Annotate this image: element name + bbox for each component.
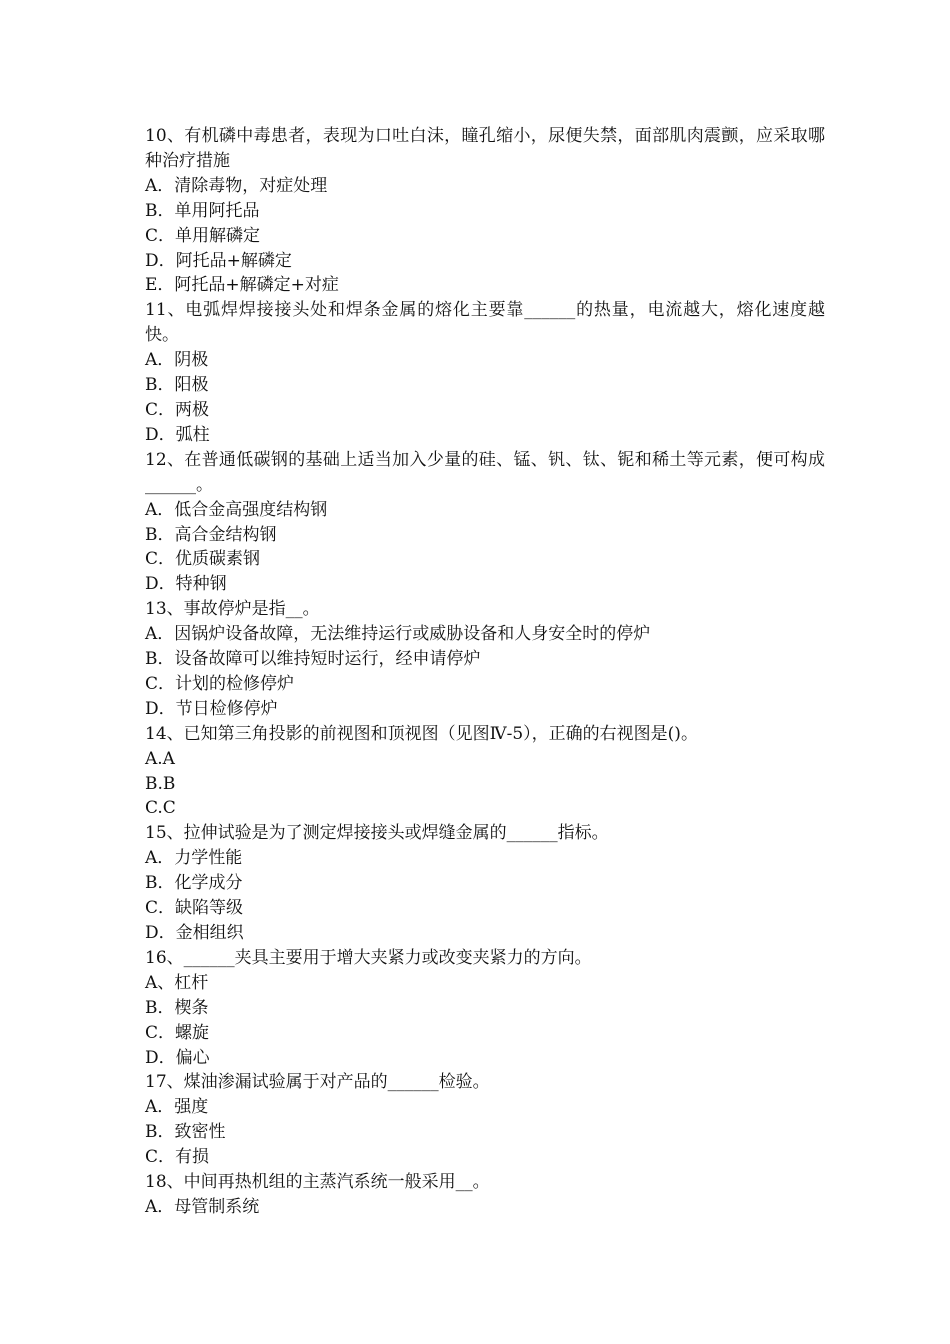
question-text: 18、中间再热机组的主蒸汽系统一般采用__。 [145,1172,490,1193]
question-text: 17、煤油渗漏试验属于对产品的______检验。 [145,1072,490,1093]
option-a: A、杠杆 [145,972,209,993]
option-a: A．强度 [145,1097,209,1118]
question-text: 12、在普通低碳钢的基础上适当加入少量的硅、锰、钒、钛、铌和稀土等元素，便可构成______。 [145,449,825,495]
option-e: E．阿托品+解磷定+对症 [145,275,339,296]
question-16 [145,946,825,1071]
question-text: 15、拉伸试验是为了测定焊接接头或焊缝金属的______指标。 [145,823,609,844]
option-d: D．特种钢 [145,574,227,595]
option-b: B．致密性 [145,1122,226,1143]
option-c: C．计划的检修停炉 [145,673,295,694]
question-14 [145,722,825,822]
option-b: B．化学成分 [145,873,243,894]
question-17 [145,1070,825,1170]
option-d: D．节日检修停炉 [145,698,278,719]
option-c: C．缺陷等级 [145,898,244,919]
option-a: A.A [145,748,175,769]
option-b: B．单用阿托品 [145,200,260,221]
option-b: B．设备故障可以维持短时运行，经申请停炉 [145,649,481,670]
option-c: C．螺旋 [145,1022,210,1043]
option-d: D．金相组织 [145,923,244,943]
option-c: C．单用解磷定 [145,225,261,246]
option-a: A．力学性能 [145,848,243,869]
document-page [145,124,825,1220]
question-text: 13、事故停炉是指__。 [145,599,320,620]
option-c: C．两极 [145,399,210,420]
option-b: B．楔条 [145,997,209,1018]
question-text: 14、已知第三角投影的前视图和顶视图（见图Ⅳ-5），正确的右视图是()。 [145,723,698,744]
question-text: 16、______夹具主要用于增大夹紧力或改变夹紧力的方向。 [145,947,592,968]
option-d: D．偏心 [145,1047,210,1068]
question-text: 10、有机磷中毒患者，表现为口吐白沫，瞳孔缩小，尿便失禁，面部肌肉震颤，应采取哪种治疗措施 [145,126,825,171]
option-a: A．母管制系统 [145,1196,260,1217]
option-a: A．清除毒物，对症处理 [145,175,328,196]
option-a: A．因锅炉设备故障，无法维持运行或威胁设备和人身安全时的停炉 [145,624,651,645]
option-c: C．优质碳素钢 [145,549,261,570]
question-15 [145,821,825,946]
option-b: B．高合金结构钢 [145,524,277,545]
option-b: B.B [145,773,176,794]
option-d: D．弧柱 [145,424,210,445]
question-10 [145,124,825,298]
question-text: 11、电弧焊焊接接头处和焊条金属的熔化主要靠______的热量，电流越大，熔化速度越快。 [145,300,825,346]
option-a: A．低合金高强度结构钢 [145,499,328,520]
question-18 [145,1170,825,1220]
option-c: C．有损 [145,1147,210,1168]
option-c: C.C [145,798,176,819]
question-12 [145,448,825,597]
question-13 [145,597,825,722]
question-11 [145,298,825,447]
option-d: D．阿托品+解磷定 [145,250,292,271]
option-a: A．阴极 [145,350,209,371]
option-b: B．阳极 [145,375,209,396]
